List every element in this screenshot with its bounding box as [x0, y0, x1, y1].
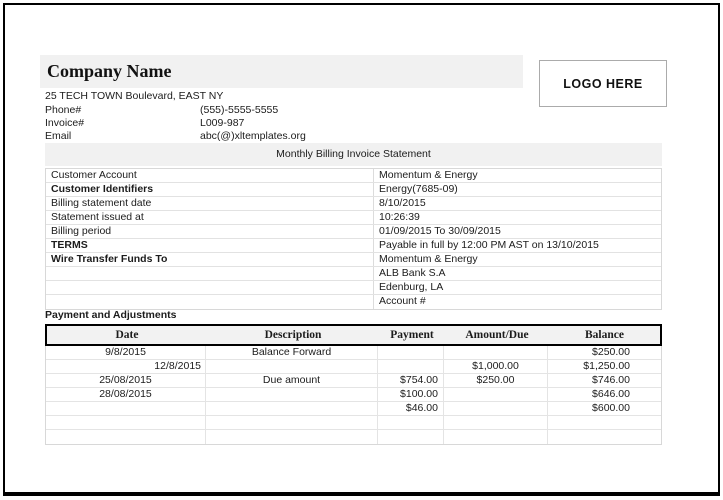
detail-label: Customer Account: [46, 169, 374, 182]
payments-table-header: [45, 324, 662, 346]
cell-date: 25/08/2015: [46, 374, 206, 387]
detail-row: [46, 239, 661, 253]
payment-row: [46, 430, 661, 444]
cell-balance: $600.00: [592, 402, 630, 414]
detail-row: [46, 225, 661, 239]
phone-label: Phone#: [45, 104, 82, 116]
cell-date: 12/8/2015: [46, 360, 206, 373]
detail-value: Account #: [379, 295, 426, 307]
cell-description: [206, 388, 378, 401]
detail-value: 8/10/2015: [379, 197, 426, 209]
payment-row: [46, 416, 661, 430]
detail-label: Billing statement date: [46, 197, 374, 210]
detail-row: [46, 267, 661, 281]
cell-payment: [378, 360, 444, 373]
cell-date: 9/8/2015: [46, 346, 206, 359]
payments-table: [45, 324, 662, 445]
cell-payment: [378, 430, 444, 444]
detail-row: [46, 183, 661, 197]
cell-amount-due: $250.00: [444, 374, 548, 387]
cell-amount-due: [444, 416, 548, 429]
detail-label: Wire Transfer Funds To: [46, 253, 374, 266]
detail-row: [46, 281, 661, 295]
payment-row: [46, 360, 661, 374]
cell-payment: $754.00: [378, 374, 444, 387]
detail-value: Energy(7685-09): [379, 183, 458, 195]
invoice-page: [3, 3, 720, 496]
detail-label: [46, 281, 374, 294]
column-header-balance: Balance: [585, 329, 624, 341]
cell-description: [206, 402, 378, 415]
email-value: abc(@)xltemplates.org: [200, 130, 306, 142]
detail-row: [46, 169, 661, 183]
detail-label: Customer Identifiers: [46, 183, 374, 196]
column-header-description: Description: [264, 329, 322, 341]
detail-value: ALB Bank S.A: [379, 267, 446, 279]
statement-details-table: [45, 168, 662, 310]
invoice-number-row: [45, 117, 306, 130]
cell-description: [206, 360, 378, 373]
payments-section-heading: Payment and Adjustments: [45, 309, 177, 321]
detail-row: [46, 295, 661, 309]
cell-description: [206, 416, 378, 429]
cell-balance: $646.00: [592, 388, 630, 400]
logo-text: LOGO HERE: [563, 76, 643, 91]
cell-amount-due: [444, 346, 548, 359]
cell-payment: $46.00: [378, 402, 444, 415]
phone-row: [45, 104, 306, 117]
cell-payment: $100.00: [378, 388, 444, 401]
detail-label: Statement issued at: [46, 211, 374, 224]
cell-description: [206, 430, 378, 444]
detail-label: Billing period: [46, 225, 374, 238]
detail-row: [46, 211, 661, 225]
cell-amount-due: [444, 402, 548, 415]
cell-balance: [548, 430, 661, 444]
company-name: Company Name: [47, 61, 172, 81]
detail-value: Payable in full by 12:00 PM AST on 13/10/2015: [379, 239, 599, 251]
payment-row: [46, 402, 661, 416]
detail-value: Momentum & Energy: [379, 253, 478, 265]
column-header-amount-due: Amount/Due: [465, 329, 529, 341]
payments-table-body: [45, 346, 662, 445]
detail-label: [46, 267, 374, 280]
cell-amount-due: $1,000.00: [444, 360, 548, 373]
email-row: [45, 130, 306, 143]
payment-row: [46, 388, 661, 402]
detail-value: 01/09/2015 To 30/09/2015: [379, 225, 501, 237]
logo-placeholder: [539, 60, 667, 107]
detail-value: Edenburg, LA: [379, 281, 444, 293]
cell-balance: $1,250.00: [583, 360, 630, 372]
cell-date: [46, 402, 206, 415]
payment-row: [46, 346, 661, 360]
email-label: Email: [45, 130, 72, 142]
cell-date: [46, 430, 206, 444]
detail-value: 10:26:39: [379, 211, 420, 223]
detail-label: TERMS: [46, 239, 374, 252]
column-header-date: Date: [115, 329, 139, 341]
contact-info: [45, 104, 306, 143]
detail-row: [46, 253, 661, 267]
detail-row: [46, 197, 661, 211]
cell-amount-due: [444, 388, 548, 401]
phone-value: (555)-5555-5555: [200, 104, 279, 116]
cell-balance: [548, 416, 661, 429]
cell-payment: [378, 416, 444, 429]
column-header-payment: Payment: [390, 329, 434, 341]
company-header-band: [40, 55, 523, 88]
cell-balance: $250.00: [592, 346, 630, 358]
cell-payment: [378, 346, 444, 359]
cell-description: Due amount: [206, 374, 378, 387]
invoice-number-label: Invoice#: [45, 117, 85, 129]
invoice-number-value: L009-987: [200, 117, 245, 129]
detail-label: [46, 295, 374, 309]
statement-title: Monthly Billing Invoice Statement: [45, 143, 662, 166]
cell-amount-due: [444, 430, 548, 444]
cell-date: [46, 416, 206, 429]
company-address: 25 TECH TOWN Boulevard, EAST NY: [45, 90, 224, 102]
payment-row: [46, 374, 661, 388]
cell-date: 28/08/2015: [46, 388, 206, 401]
detail-value: Momentum & Energy: [379, 169, 478, 181]
cell-description: Balance Forward: [206, 346, 378, 359]
cell-balance: $746.00: [592, 374, 630, 386]
